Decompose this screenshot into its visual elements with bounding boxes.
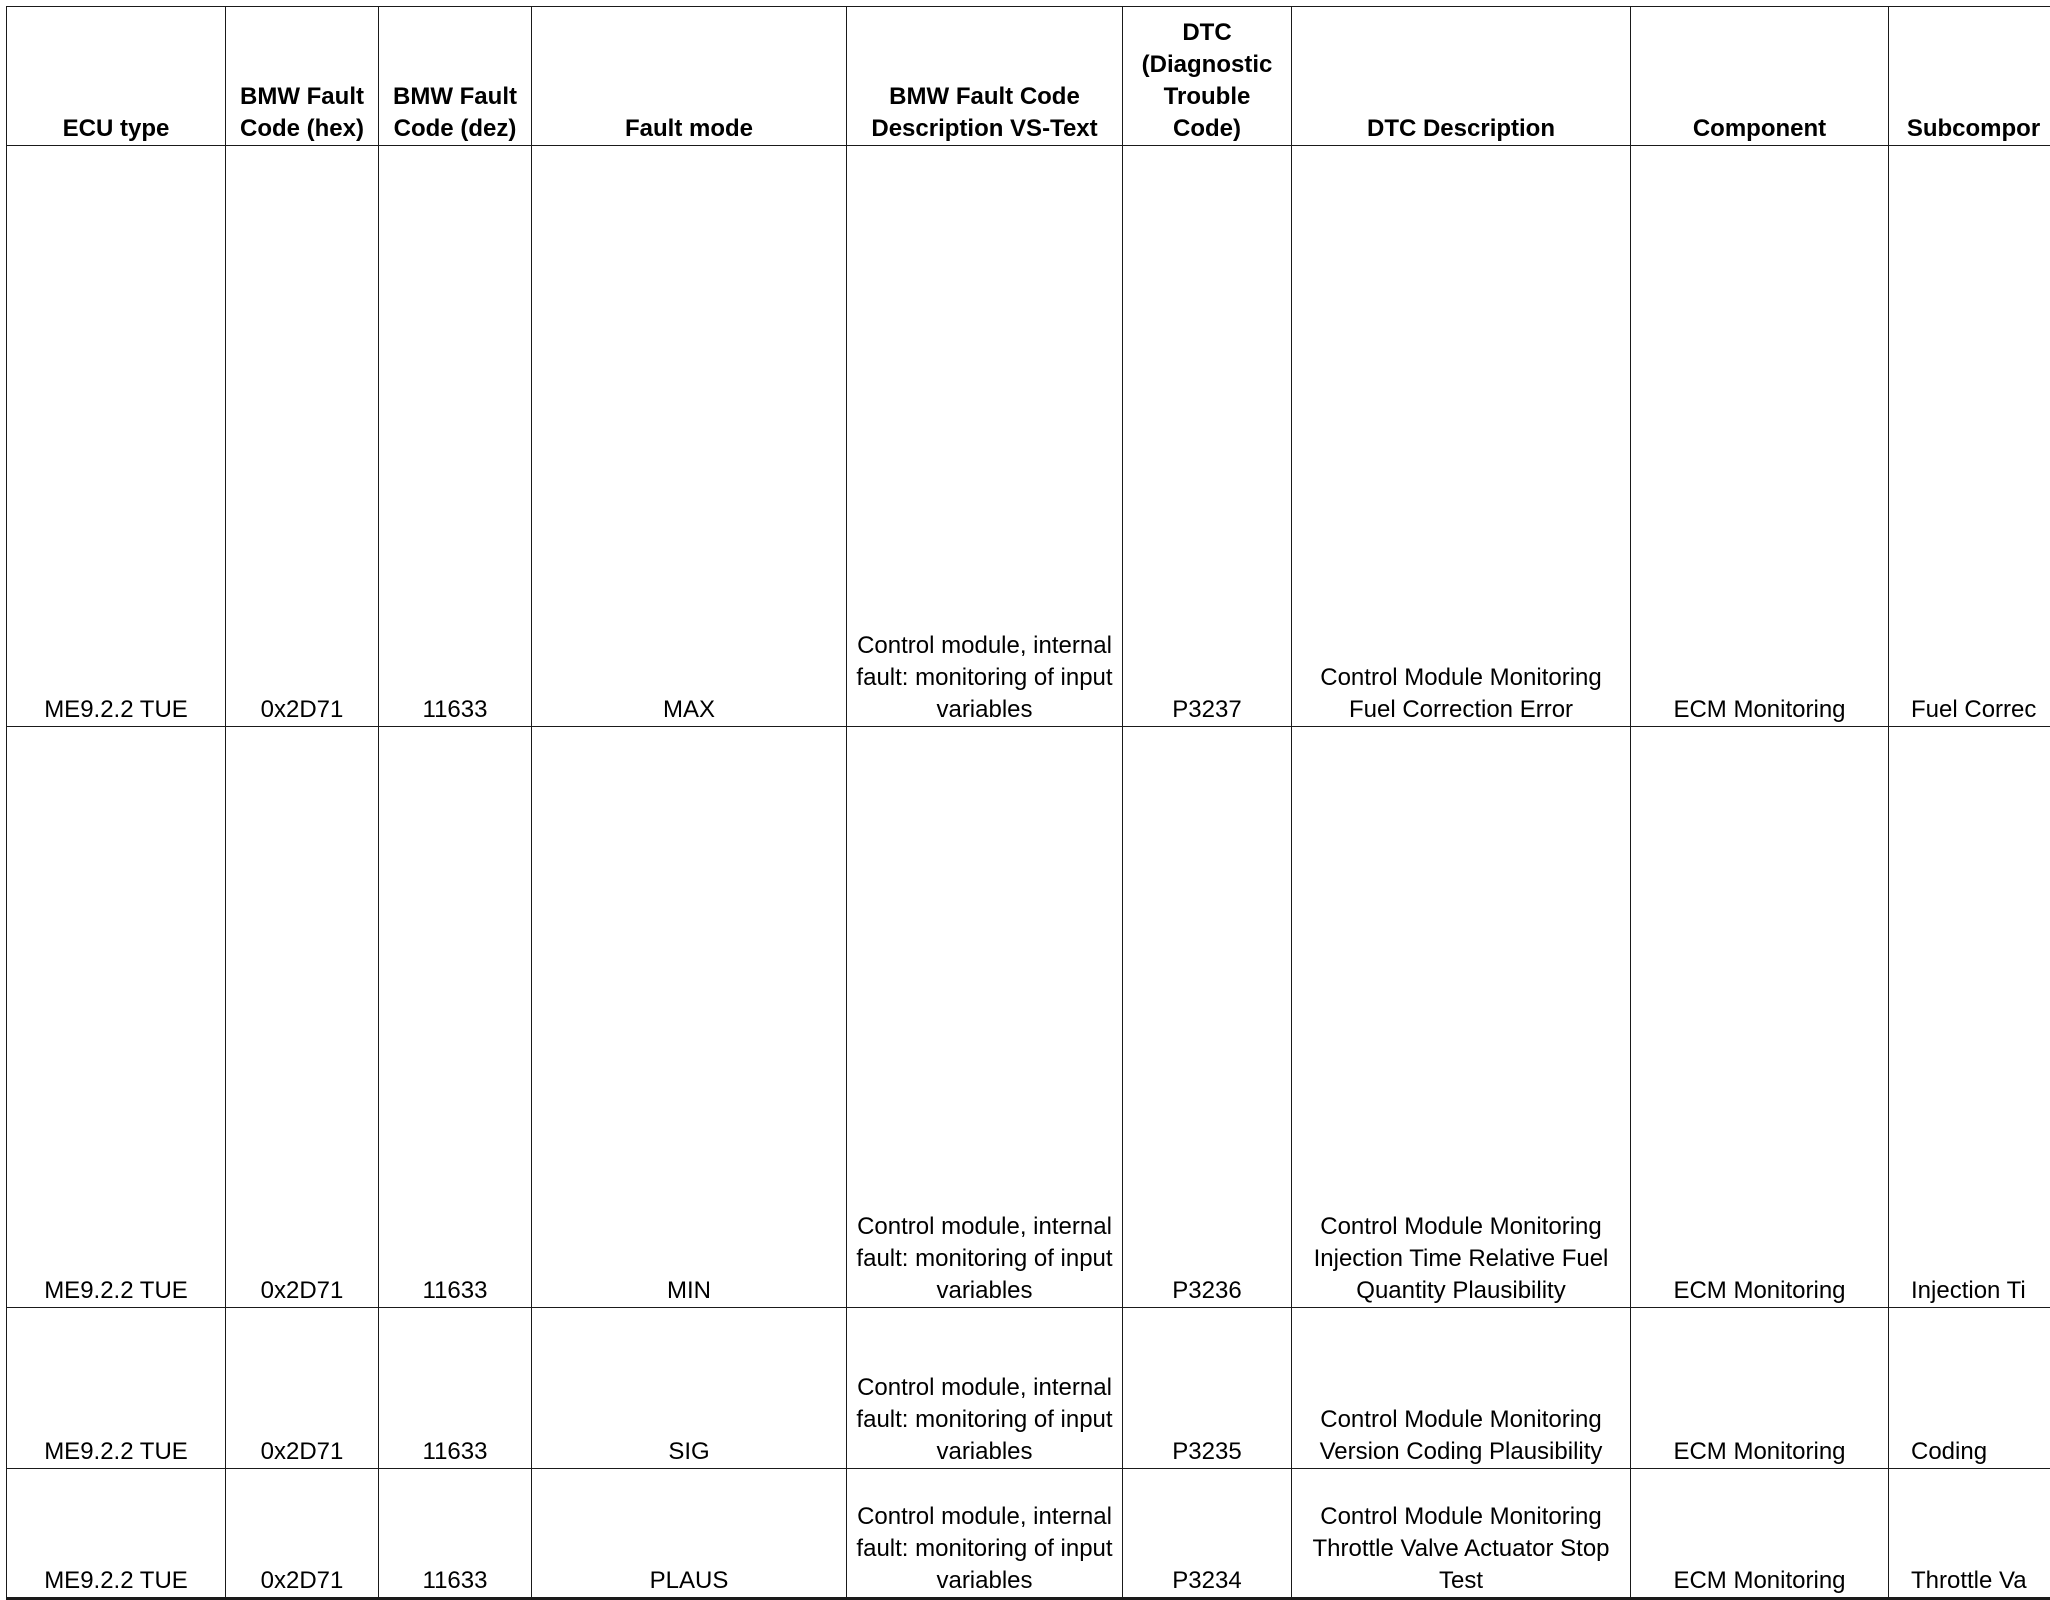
- cell-dtc[interactable]: P3237: [1123, 146, 1292, 727]
- cell-fault-code-hex[interactable]: 0x2D71: [226, 146, 379, 727]
- cell-dtc[interactable]: P3234: [1123, 1469, 1292, 1599]
- cell-fault-code-hex[interactable]: 0x2D71: [226, 1469, 379, 1599]
- cell-fault-code-hex[interactable]: 0x2D71: [226, 1308, 379, 1469]
- cell-description-vs-text[interactable]: Control module, internal fault: monitoring of input variables: [847, 146, 1123, 727]
- cell-ecu-type[interactable]: ME9.2.2 TUE: [7, 1308, 226, 1469]
- column-header-description-vs-text[interactable]: BMW Fault Code Description VS-Text: [847, 7, 1123, 146]
- cell-dtc[interactable]: P3236: [1123, 727, 1292, 1308]
- column-header-subcomponent[interactable]: Subcompor: [1889, 7, 2050, 146]
- cell-fault-code-dez[interactable]: 11633: [379, 146, 532, 727]
- cell-fault-mode[interactable]: MIN: [532, 727, 847, 1308]
- cell-description-vs-text[interactable]: Control module, internal fault: monitoring of input variables: [847, 727, 1123, 1308]
- cell-dtc[interactable]: P3235: [1123, 1308, 1292, 1469]
- cell-fault-mode[interactable]: PLAUS: [532, 1469, 847, 1599]
- column-header-dtc-description[interactable]: DTC Description: [1292, 7, 1631, 146]
- cell-subcomponent[interactable]: Injection Ti: [1889, 727, 2050, 1308]
- cell-component[interactable]: ECM Monitoring: [1631, 727, 1889, 1308]
- cell-description-vs-text[interactable]: Control module, internal fault: monitoring of input variables: [847, 1469, 1123, 1599]
- table-row: [7, 1308, 2050, 1469]
- cell-fault-mode[interactable]: SIG: [532, 1308, 847, 1469]
- cell-dtc-description[interactable]: Control Module Monitoring Injection Time Relative Fuel Quantity Plausibility: [1292, 727, 1631, 1308]
- column-header-fault-code-dez[interactable]: BMW Fault Code (dez): [379, 7, 532, 146]
- cell-component[interactable]: ECM Monitoring: [1631, 146, 1889, 727]
- cell-ecu-type[interactable]: ME9.2.2 TUE: [7, 1469, 226, 1599]
- table-row: [7, 146, 2050, 727]
- cell-subcomponent[interactable]: Fuel Correc: [1889, 146, 2050, 727]
- cell-fault-mode[interactable]: MAX: [532, 146, 847, 727]
- cell-component[interactable]: ECM Monitoring: [1631, 1308, 1889, 1469]
- cell-ecu-type[interactable]: ME9.2.2 TUE: [7, 727, 226, 1308]
- cell-dtc-description[interactable]: Control Module Monitoring Fuel Correction Error: [1292, 146, 1631, 727]
- cell-fault-code-dez[interactable]: 11633: [379, 727, 532, 1308]
- column-header-component[interactable]: Component: [1631, 7, 1889, 146]
- column-header-ecu-type[interactable]: ECU type: [7, 7, 226, 146]
- cell-ecu-type[interactable]: ME9.2.2 TUE: [7, 146, 226, 727]
- cell-fault-code-dez[interactable]: 11633: [379, 1469, 532, 1599]
- cell-fault-code-hex[interactable]: 0x2D71: [226, 727, 379, 1308]
- cell-component[interactable]: ECM Monitoring: [1631, 1469, 1889, 1599]
- cell-subcomponent[interactable]: Coding: [1889, 1308, 2050, 1469]
- cell-fault-code-dez[interactable]: 11633: [379, 1308, 532, 1469]
- header-row: [7, 7, 2050, 146]
- table-row: [7, 727, 2050, 1308]
- cell-dtc-description[interactable]: Control Module Monitoring Throttle Valve Actuator Stop Test: [1292, 1469, 1631, 1599]
- column-header-fault-code-hex[interactable]: BMW Fault Code (hex): [226, 7, 379, 146]
- cell-subcomponent[interactable]: Throttle Va: [1889, 1469, 2050, 1599]
- table-row: [7, 1469, 2050, 1599]
- column-header-dtc[interactable]: DTC (Diagnostic Trouble Code): [1123, 7, 1292, 146]
- fault-code-table: [6, 6, 2050, 1600]
- cell-dtc-description[interactable]: Control Module Monitoring Version Coding Plausibility: [1292, 1308, 1631, 1469]
- cell-description-vs-text[interactable]: Control module, internal fault: monitoring of input variables: [847, 1308, 1123, 1469]
- column-header-fault-mode[interactable]: Fault mode: [532, 7, 847, 146]
